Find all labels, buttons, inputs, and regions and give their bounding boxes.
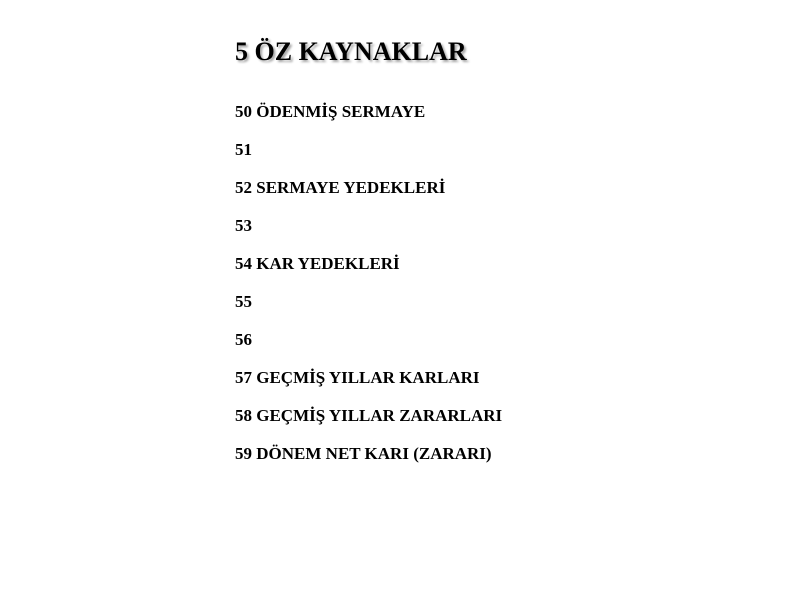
account-item-55: 55 (235, 292, 252, 311)
account-item-59: 59 DÖNEM NET KARI (ZARARI) (235, 444, 492, 463)
account-item-53: 53 (235, 216, 252, 235)
account-item-56: 56 (235, 330, 252, 349)
account-item-54: 54 KAR YEDEKLERİ (235, 254, 400, 273)
account-item-57: 57 GEÇMİŞ YILLAR KARLARI (235, 368, 480, 387)
account-item-52: 52 SERMAYE YEDEKLERİ (235, 178, 446, 197)
account-item-58: 58 GEÇMİŞ YILLAR ZARARLARI (235, 406, 503, 425)
account-item-50: 50 ÖDENMİŞ SERMAYE (235, 102, 426, 121)
slide-title: 5 ÖZ KAYNAKLAR (235, 37, 467, 66)
account-item-51: 51 (235, 140, 252, 159)
account-list (235, 100, 502, 480)
